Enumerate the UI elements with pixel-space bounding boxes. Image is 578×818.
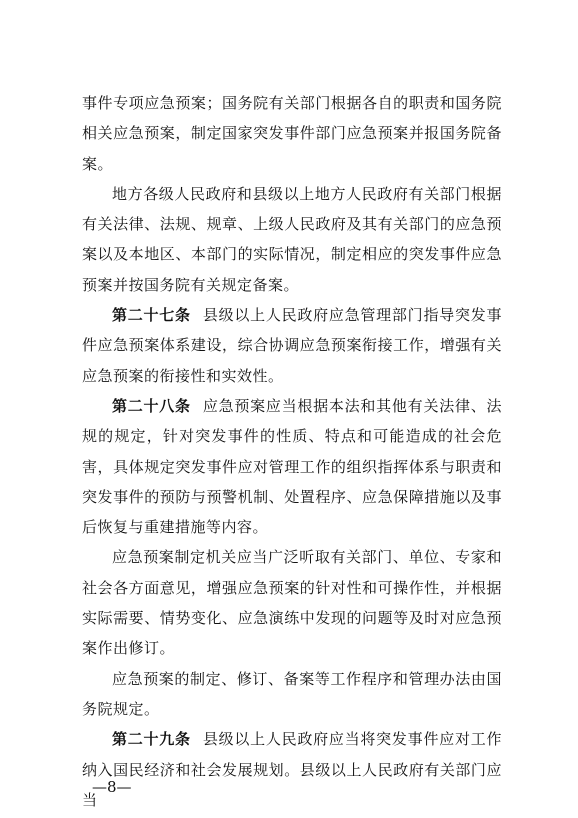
paragraph	[82, 542, 502, 663]
paragraph	[82, 179, 502, 300]
article-29	[82, 724, 502, 815]
document-page	[82, 88, 502, 815]
paragraph-continuation	[82, 88, 502, 179]
paragraph-text: 应急预案制定机关应当广泛听取有关部门、单位、专家和社会各方面意见，增强应急预案的针对性和可操作性，并根据实际需要、情势变化、应急演练中发现的问题等及时对应急预案作出修订。	[82, 548, 502, 658]
article-28	[82, 391, 502, 542]
article-heading: 第二十七条	[112, 306, 191, 325]
paragraph-text: 事件专项应急预案；国务院有关部门根据各自的职责和国务院相关应急预案，制定国家突发事件部门应急预案并报国务院备案。	[82, 94, 502, 173]
article-heading: 第二十八条	[112, 396, 191, 415]
paragraph-text: 应急预案的制定、修订、备案等工作程序和管理办法由国务院规定。	[82, 669, 502, 718]
article-heading: 第二十九条	[112, 730, 191, 749]
paragraph	[82, 664, 502, 725]
article-27	[82, 300, 502, 391]
page-number: —8—	[92, 778, 132, 796]
paragraph-text: 地方各级人民政府和县级以上地方人民政府有关部门根据有关法律、法规、规章、上级人民政府及其有关部门的应急预案以及本地区、本部门的实际情况，制定相应的突发事件应急预案并按国务院有关规定备案。	[82, 184, 502, 294]
paragraph-text: 应急预案应当根据本法和其他有关法律、法规的规定，针对突发事件的性质、特点和可能造成的社会危害，具体规定突发事件应对管理工作的组织指挥体系与职责和突发事件的预防与预警机制、处置程序、应急保障措施以及事后恢复与重建措施等内容。	[82, 396, 502, 537]
paragraph-text: 县级以上人民政府应急管理部门指导突发事件应急预案体系建设，综合协调应急预案衔接工作，增强有关应急预案的衔接性和实效性。	[82, 306, 502, 385]
paragraph-text: 县级以上人民政府应当将突发事件应对工作纳入国民经济和社会发展规划。县级以上人民政府有关部门应当	[82, 730, 502, 809]
